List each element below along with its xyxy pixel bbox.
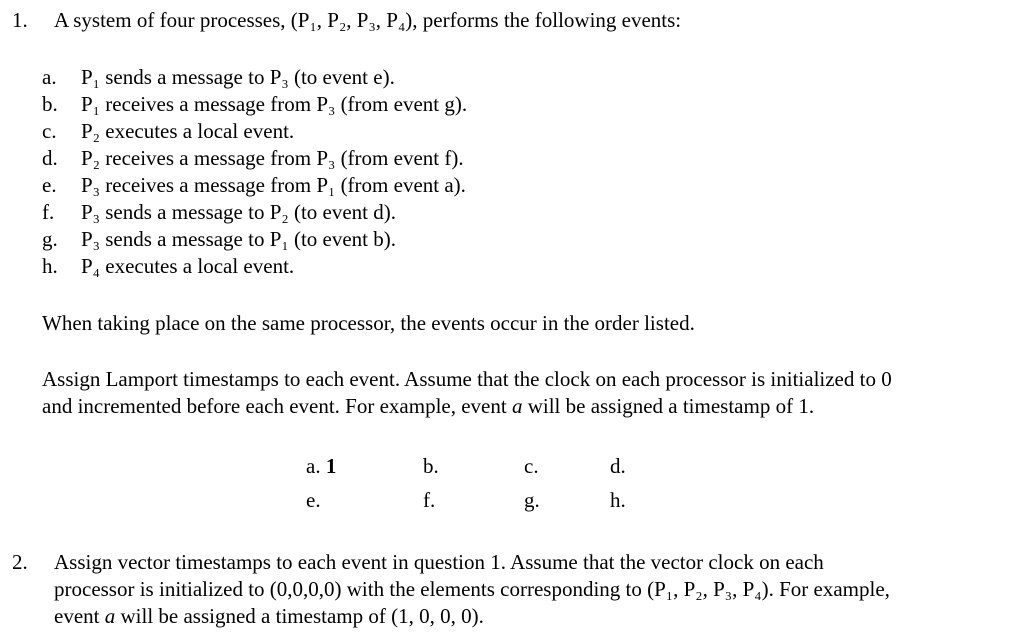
question-text: event bbox=[54, 604, 105, 628]
instruction-line bbox=[42, 393, 892, 420]
event-letter: g. bbox=[42, 227, 58, 251]
instructions bbox=[42, 366, 892, 420]
event-text: P₄ executes a local event. bbox=[81, 254, 295, 278]
answer-label: f. bbox=[423, 488, 436, 512]
answer-label: c. bbox=[524, 454, 539, 478]
answer-cell[interactable] bbox=[610, 487, 626, 514]
event-text: P₃ sends a message to P₁ (to event b). bbox=[81, 227, 397, 251]
answer-cell[interactable] bbox=[524, 453, 539, 480]
answer-label: a. bbox=[306, 454, 321, 478]
answer-cell[interactable] bbox=[423, 453, 439, 480]
answer-label: d. bbox=[610, 454, 626, 478]
answer-label: g. bbox=[524, 488, 540, 512]
answer-label: b. bbox=[423, 454, 439, 478]
event-letter: b. bbox=[42, 92, 58, 116]
event-letter: c. bbox=[42, 119, 57, 143]
event-letter: f. bbox=[42, 200, 55, 224]
event-variable: a bbox=[511, 394, 523, 418]
answer-cell[interactable] bbox=[306, 487, 321, 514]
event-variable: a bbox=[104, 604, 116, 628]
event-text: P₂ receives a message from P₃ (from event f). bbox=[81, 146, 464, 170]
question-number: 2. bbox=[12, 550, 28, 574]
order-note: When taking place on the same processor, the events occur in the order listed. bbox=[42, 311, 695, 335]
question-line bbox=[54, 603, 890, 630]
event-text: P₁ receives a message from P₃ (from event g). bbox=[81, 92, 468, 116]
question-number: 1. bbox=[12, 8, 28, 32]
question-line: processor is initialized to (0,0,0,0) with the elements corresponding to (P₁, P₂, P₃, P₄). For example, bbox=[54, 577, 890, 601]
event-text: P₃ receives a message from P₁ (from event a). bbox=[81, 173, 466, 197]
answer-label: h. bbox=[610, 488, 626, 512]
event-letter: d. bbox=[42, 146, 58, 170]
question-text: will be assigned a timestamp of (1, 0, 0, 0). bbox=[115, 604, 484, 628]
question-intro: A system of four processes, (P₁, P₂, P₃, P₄), performs the following events: bbox=[54, 8, 682, 32]
event-text: P₃ sends a message to P₂ (to event d). bbox=[81, 200, 397, 224]
event-text: P₁ sends a message to P₃ (to event e). bbox=[81, 65, 395, 89]
instruction-line: Assign Lamport timestamps to each event. Assume that the clock on each processor is initialized to 0 bbox=[42, 367, 892, 391]
event-text: P₂ executes a local event. bbox=[81, 119, 295, 143]
question-line: Assign vector timestamps to each event in question 1. Assume that the vector clock on each bbox=[54, 550, 824, 574]
event-letter: e. bbox=[42, 173, 57, 197]
instruction-text: will be assigned a timestamp of 1. bbox=[522, 394, 815, 418]
answer-label: e. bbox=[306, 488, 321, 512]
event-letter: a. bbox=[42, 65, 57, 89]
answer-value: 1 bbox=[325, 454, 337, 478]
instruction-text: and incremented before each event. For example, event bbox=[42, 394, 512, 418]
answer-cell[interactable] bbox=[524, 487, 540, 514]
answer-cell[interactable] bbox=[423, 487, 435, 514]
event-letter: h. bbox=[42, 254, 58, 278]
question-body bbox=[54, 549, 890, 630]
answer-cell[interactable] bbox=[306, 453, 336, 480]
clipped-next-line bbox=[90, 630, 530, 635]
answer-cell[interactable] bbox=[610, 453, 626, 480]
